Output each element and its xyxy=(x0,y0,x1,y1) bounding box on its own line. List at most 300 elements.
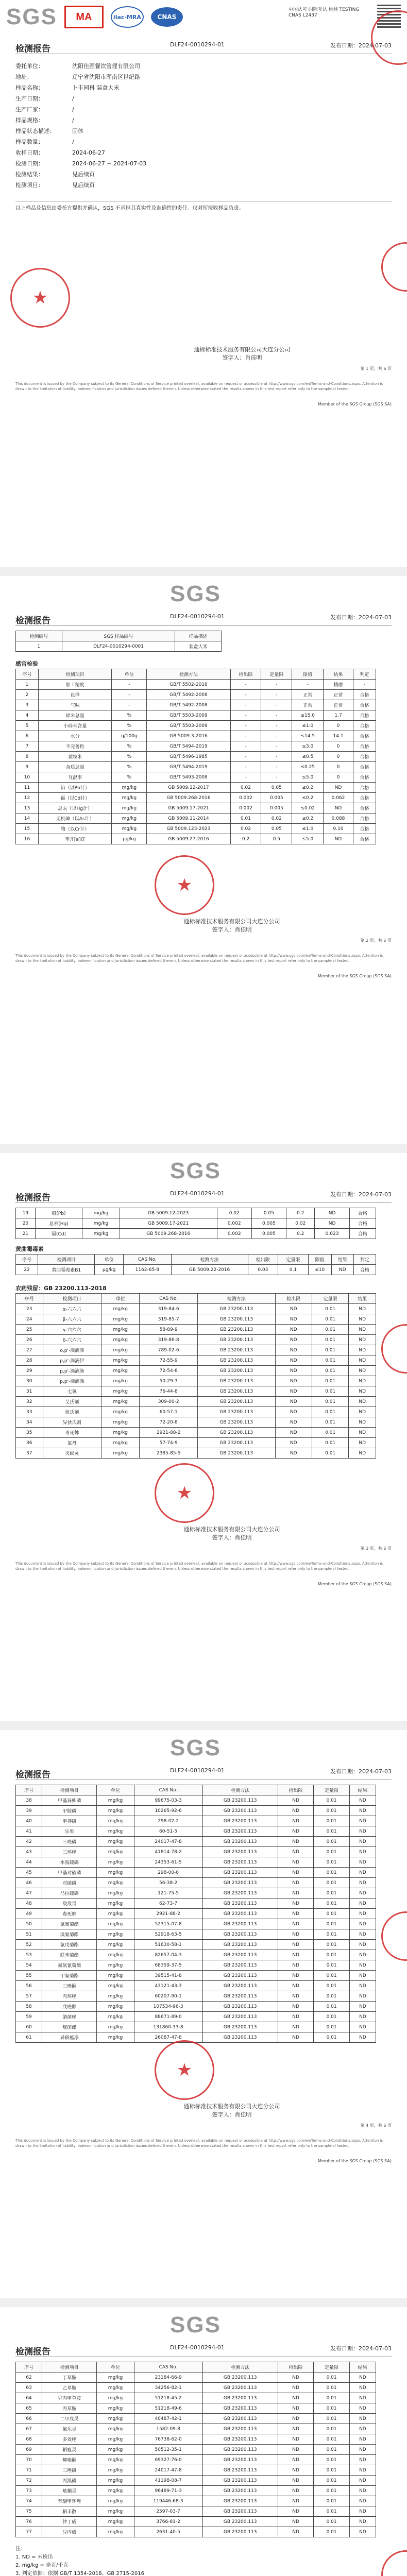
table-cell: 0 xyxy=(324,752,353,762)
table-cell: 1 xyxy=(16,641,62,652)
table-cell: 58 xyxy=(16,2002,42,2012)
report-number: DLF24-0010294-01 xyxy=(170,613,225,620)
table-cell: ND xyxy=(349,1909,376,1919)
member-text: Member of the SGS Group (SGS SA) xyxy=(317,2159,392,2163)
table-cell: GB 23200.113 xyxy=(202,1837,278,1847)
table-cell: 多效唑 xyxy=(42,2434,97,2445)
table-cell: ND xyxy=(275,1397,312,1407)
column-header: 检测项目 xyxy=(42,2362,97,2372)
table-row xyxy=(16,1868,376,1878)
table-cell: o,p'-滴滴涕 xyxy=(43,1345,101,1355)
table-cell: ≤0.02 xyxy=(292,803,324,814)
table-cell: mg/kg xyxy=(101,1304,139,1314)
report-date: 发布日期：2024-07-03 xyxy=(330,42,392,49)
table-cell: ND xyxy=(349,1325,376,1335)
table-cell: ND xyxy=(278,2527,313,2537)
table-cell: ND xyxy=(349,1417,376,1428)
table-cell: mg/kg xyxy=(97,1991,134,2002)
table-cell: 71 xyxy=(16,2465,42,2476)
info-key: 检测项目： xyxy=(15,182,44,189)
table-cell: 0.01 xyxy=(312,1386,348,1397)
table-cell: 丁草胺 xyxy=(42,2372,97,2383)
table-cell: 1 xyxy=(16,680,39,690)
table-cell: ND xyxy=(349,2012,376,2022)
table-cell: ND xyxy=(275,1428,312,1438)
table-cell: - xyxy=(230,741,261,752)
table-cell: % xyxy=(112,772,147,783)
table-cell: ND xyxy=(278,1878,313,1888)
table-cell: mg/kg xyxy=(97,1888,134,1899)
table-cell: - xyxy=(261,680,292,690)
table-cell: 0.02 xyxy=(230,783,261,793)
table-cell: GB 23200.113 xyxy=(202,1991,278,2002)
table-cell: ND xyxy=(349,1826,376,1837)
column-header: 判定 xyxy=(353,1255,376,1265)
table-row xyxy=(16,700,376,710)
note-line: 1. ND = 未检出 xyxy=(15,2554,53,2560)
notes xyxy=(15,2545,392,2576)
table-cell: α-六六六 xyxy=(43,1304,101,1314)
table-cell: mg/kg xyxy=(97,1837,134,1847)
table-cell: GB 5009.17-2021 xyxy=(120,1218,217,1229)
table-cell: ND xyxy=(278,2445,313,2455)
table-cell: GB 5009.3-2016 xyxy=(147,731,230,741)
table-cell: 0.01 xyxy=(312,1438,348,1448)
page-number: 第 4 页，共 6 页 xyxy=(360,2123,392,2128)
column-header: 样品描述 xyxy=(175,631,222,641)
table-row xyxy=(16,1950,376,1960)
table-cell: 合格 xyxy=(353,1265,376,1275)
table-cell: mg/kg xyxy=(97,1806,134,1816)
table-cell: ND xyxy=(278,2424,313,2434)
table-cell: 合格 xyxy=(349,1208,376,1218)
table-cell: 0.01 xyxy=(312,1355,348,1366)
table-row xyxy=(16,2414,376,2424)
table-cell: ND xyxy=(278,1899,313,1909)
table-cell: 0.01 xyxy=(314,1909,349,1919)
table-cell: 2631-40-5 xyxy=(134,2527,202,2537)
table-cell: ≤1.0 xyxy=(292,721,324,731)
report-number: DLF24-0010294-01 xyxy=(170,2344,225,2351)
table-cell: 0.01 xyxy=(314,1868,349,1878)
table-cell: GB 23200.113 xyxy=(197,1448,275,1459)
column-header: 限值 xyxy=(292,669,324,680)
signer-company: 通标标准技术服务有限公司大连分公司 xyxy=(183,2103,280,2110)
column-header: 结果 xyxy=(349,2362,376,2372)
table-cell: 无机砷（以As计） xyxy=(39,814,112,824)
table-cell: 298-00-0 xyxy=(134,1868,202,1878)
table-cell: ND xyxy=(349,1878,376,1888)
table-cell: mg/kg xyxy=(101,1417,139,1428)
table-cell: 0.01 xyxy=(314,2032,349,2043)
table-cell: 0.01 xyxy=(314,1857,349,1868)
table-cell: 0.023 xyxy=(315,1229,349,1239)
report-page-2 xyxy=(0,577,407,1154)
table-cell: 34 xyxy=(16,1417,43,1428)
column-header: 检出限 xyxy=(230,669,261,680)
info-row xyxy=(15,169,146,180)
table-cell: 异丙甲草胺 xyxy=(42,2393,97,2403)
table-cell: 55 xyxy=(16,1971,42,1981)
table-cell: 0.01 xyxy=(312,1335,348,1345)
info-row xyxy=(15,180,146,191)
column-header: 检测项目 xyxy=(38,1255,95,1265)
table-cell: 0.01 xyxy=(314,1950,349,1960)
table-cell: 0.01 xyxy=(312,1417,348,1428)
column-header: 序号 xyxy=(16,1785,42,1795)
table-cell: GB 5009.123-2023 xyxy=(147,824,230,834)
table-cell: - xyxy=(230,700,261,710)
table-cell: 乙草胺 xyxy=(42,2383,97,2393)
table-row xyxy=(16,2455,376,2465)
table-cell: GB 23200.113 xyxy=(202,2455,278,2465)
column-header: 检测项目 xyxy=(42,1785,97,1795)
table-cell: GB 5009.12-2017 xyxy=(147,783,230,793)
table-cell: ≤5.0 xyxy=(292,772,324,783)
table-cell: 1582-09-8 xyxy=(134,2424,202,2434)
column-header: 结果 xyxy=(349,1294,376,1304)
table-row xyxy=(16,1909,376,1919)
table-cell: - xyxy=(112,700,147,710)
table-cell: 52918-63-5 xyxy=(134,1929,202,1940)
table-cell: 72-55-9 xyxy=(140,1355,198,1366)
table-cell: GB/T 5492-2008 xyxy=(147,690,230,700)
column-header: 检出限 xyxy=(278,2362,313,2372)
results-table xyxy=(15,669,376,844)
table-cell: ND xyxy=(324,783,353,793)
table-cell: 26 xyxy=(16,1335,43,1345)
table-cell: 75 xyxy=(16,2506,42,2517)
table-cell: ND xyxy=(349,2022,376,2032)
table-cell: 甲胺磷 xyxy=(42,1806,97,1816)
table-cell: 0.01 xyxy=(314,2506,349,2517)
table-cell: GB 23200.113 xyxy=(202,1940,278,1950)
info-key: 样品数量： xyxy=(15,139,44,145)
table-cell: GB/T 5494-2019 xyxy=(147,741,230,752)
pesticide-table xyxy=(15,2362,376,2537)
client-info xyxy=(15,61,146,191)
report-page-4 xyxy=(0,1731,407,2308)
table-cell: 0.01 xyxy=(314,1981,349,1991)
table-cell: 镉（以Cd计） xyxy=(39,793,112,803)
legal-footer: This document is issued by the Company subject to its General Conditions of Service printed overleaf, available on request or accessible at http://www.sgs.com/en/Terms-and-Conditions.aspx. Attention is drawn to the limitation of liability, indemnification and jurisdiction issues defined therein. Unless otherwise stated the results shown in this test report refer only to the sample(s) tested. xyxy=(15,2139,383,2148)
table-cell: 63 xyxy=(16,2383,42,2393)
table-cell: 789-02-6 xyxy=(140,1345,198,1355)
table-cell: % xyxy=(112,721,147,731)
table-cell: 联苯菊酯 xyxy=(42,1950,97,1960)
table-cell: 对硫磷 xyxy=(42,1878,97,1888)
table-cell: 23 xyxy=(16,1304,43,1314)
table-cell: GB 23200.113 xyxy=(202,1899,278,1909)
table-cell: 0.01 xyxy=(314,2527,349,2537)
table-cell: 61 xyxy=(16,2032,42,2043)
table-cell: ND xyxy=(349,1971,376,1981)
table-row xyxy=(16,1806,376,1816)
table-cell: 45 xyxy=(16,1868,42,1878)
table-row xyxy=(16,2022,376,2032)
table-cell: ND xyxy=(349,2496,376,2506)
heavy-metal-table xyxy=(15,1208,376,1239)
table-cell: GB 23200.113 xyxy=(197,1428,275,1438)
table-row xyxy=(16,783,376,793)
table-cell: ND xyxy=(349,2414,376,2424)
table-cell: mg/kg xyxy=(112,803,147,814)
table-cell: ND xyxy=(349,1919,376,1929)
member-text: Member of the SGS Group (SGS SA) xyxy=(317,402,392,406)
report-title: 检测报告 xyxy=(15,44,50,54)
table-cell: 氯丹 xyxy=(43,1438,101,1448)
table-cell: mg/kg xyxy=(97,1795,134,1806)
table-row xyxy=(16,803,376,814)
table-cell: 0.01 xyxy=(230,814,261,824)
info-row xyxy=(15,147,146,158)
table-cell: mg/kg xyxy=(101,1386,139,1397)
table-cell: mg/kg xyxy=(101,1345,139,1355)
table-cell: ND xyxy=(349,1438,376,1448)
table-cell: ≤14.5 xyxy=(292,731,324,741)
table-cell: ND xyxy=(349,1868,376,1878)
table-cell: 稻丰散 xyxy=(42,2506,97,2517)
report-page-1 xyxy=(0,0,407,577)
table-cell: GB 23200.113 xyxy=(202,2465,278,2476)
table-row xyxy=(16,1991,376,2002)
table-cell: 灭蚁灵 xyxy=(43,1448,101,1459)
table-cell: GB/T 5492-2008 xyxy=(147,700,230,710)
table-cell: 65 xyxy=(16,2403,42,2414)
table-cell: GB/T 5503-2009 xyxy=(147,710,230,721)
table-cell: ND xyxy=(278,2434,313,2445)
table-cell: 合格 xyxy=(353,814,376,824)
table-cell: GB/T 5503-2009 xyxy=(147,721,230,731)
table-cell: 21 xyxy=(16,1229,36,1239)
table-cell: ≤1.0 xyxy=(292,824,324,834)
page-number: 第 2 页，共 6 页 xyxy=(360,938,392,943)
table-cell: 5 xyxy=(16,721,39,731)
info-value: / xyxy=(72,95,74,102)
table-cell: 0.01 xyxy=(314,2486,349,2496)
table-cell: 三环唑 xyxy=(42,1847,97,1857)
table-cell: 甲基对硫磷 xyxy=(42,1868,97,1878)
table-cell: % xyxy=(112,741,147,752)
table-cell: 41 xyxy=(16,1826,42,1837)
table-cell: 哒螨灵 xyxy=(42,2486,97,2496)
signer-company: 通标标准技术服务有限公司大连分公司 xyxy=(183,918,280,925)
table-cell: 24017-47-8 xyxy=(134,2465,202,2476)
table-cell: ND xyxy=(349,1355,376,1366)
table-cell: ND xyxy=(278,2002,313,2012)
table-cell: mg/kg xyxy=(97,2372,134,2383)
table-cell: 25 xyxy=(16,1325,43,1335)
table-cell: mg/kg xyxy=(101,1438,139,1448)
table-cell: ND xyxy=(278,2383,313,2393)
table-cell: 艾氏剂 xyxy=(43,1397,101,1407)
table-cell: 2921-88-2 xyxy=(140,1428,198,1438)
table-cell: 59 xyxy=(16,2012,42,2022)
legal-footer: This document is issued by the Company subject to its General Conditions of Service printed overleaf, available on request or accessible at http://www.sgs.com/en/Terms-and-Conditions.aspx. Attention is drawn to the limitation of liability, indemnification and jurisdiction issues defined therein. Unless otherwise stated the results shown in this test report refer only to the sample(s) tested. xyxy=(15,1562,383,1571)
table-cell: 51218-49-6 xyxy=(134,2403,202,2414)
table-row xyxy=(16,1428,376,1438)
table-cell: ND xyxy=(349,1816,376,1826)
table-cell: 甲氰菊酯 xyxy=(42,1971,97,1981)
page-number: 第 3 页，共 6 页 xyxy=(360,1546,392,1551)
section-title: 黄曲霉毒素 xyxy=(15,1246,44,1252)
table-cell: mg/kg xyxy=(97,2012,134,2022)
table-cell: GB 23200.113 xyxy=(202,1806,278,1816)
table-cell: ND xyxy=(349,1940,376,1950)
table-cell: ND xyxy=(278,1991,313,2002)
table-cell: 敌敌畏 xyxy=(42,1899,97,1909)
table-row xyxy=(16,2465,376,2476)
table-cell: 51218-45-2 xyxy=(134,2393,202,2403)
table-cell: 0.05 xyxy=(251,1208,286,1218)
table-cell: GB 23200.113 xyxy=(197,1438,275,1448)
table-cell: mg/kg xyxy=(101,1448,139,1459)
table-row xyxy=(16,2506,376,2517)
table-row xyxy=(16,1417,376,1428)
info-row xyxy=(15,137,146,147)
table-cell: ND xyxy=(278,2517,313,2527)
signature-block xyxy=(165,345,319,362)
table-cell: % xyxy=(112,752,147,762)
table-row xyxy=(16,1229,376,1239)
table-cell: GB/T 5493-2008 xyxy=(147,772,230,783)
table-cell: 合格 xyxy=(353,752,376,762)
table-cell: 毒死蜱 xyxy=(43,1428,101,1438)
table-cell: % xyxy=(112,762,147,772)
table-cell: 1162-65-8 xyxy=(124,1265,171,1275)
report-date: 发布日期：2024-07-03 xyxy=(330,614,392,621)
column-header: 单位 xyxy=(97,2362,134,2372)
table-cell: ND xyxy=(349,2465,376,2476)
table-cell: 合格 xyxy=(349,1218,376,1229)
table-cell: 32 xyxy=(16,1397,43,1407)
table-cell: 53 xyxy=(16,1950,42,1960)
table-cell: 二甲戊灵 xyxy=(42,2414,97,2424)
table-row xyxy=(16,1981,376,1991)
table-cell: 0 xyxy=(324,762,353,772)
table-cell: 0.088 xyxy=(324,814,353,824)
table-cell: mg/kg xyxy=(97,1929,134,1940)
table-cell: mg/kg xyxy=(97,2465,134,2476)
table-cell: ND xyxy=(278,1888,313,1899)
table-row xyxy=(16,2012,376,2022)
table-cell: 0.02 xyxy=(230,824,261,834)
table-cell: ND xyxy=(349,1448,376,1459)
table-row xyxy=(16,1837,376,1847)
table-cell: mg/kg xyxy=(97,1816,134,1826)
table-row xyxy=(16,2032,376,2043)
table-cell: mg/kg xyxy=(82,1218,120,1229)
table-cell: - xyxy=(230,680,261,690)
table-cell: DLF24-0010294-0001 xyxy=(62,641,175,652)
table-cell: 27 xyxy=(16,1345,43,1355)
table-cell: ND xyxy=(349,2476,376,2486)
table-cell: - xyxy=(230,710,261,721)
table-cell: GB 23200.113 xyxy=(197,1407,275,1417)
table-cell: mg/kg xyxy=(97,1981,134,1991)
table-cell: 0.01 xyxy=(312,1397,348,1407)
table-cell: 合格 xyxy=(353,731,376,741)
table-cell: 0.05 xyxy=(261,824,292,834)
table-cell: ND xyxy=(349,1960,376,1971)
table-cell: 10265-92-6 xyxy=(134,1806,202,1816)
column-header: 定量限 xyxy=(278,1255,309,1265)
table-cell: ND xyxy=(349,1837,376,1847)
table-cell: μg/kg xyxy=(95,1265,124,1275)
table-cell: mg/kg xyxy=(97,1950,134,1960)
table-cell: 77 xyxy=(16,2527,42,2537)
table-cell: 72-20-8 xyxy=(140,1417,198,1428)
table-cell: GB 23200.113 xyxy=(202,2022,278,2032)
table-cell: 0.002 xyxy=(230,803,261,814)
table-cell: 107534-96-3 xyxy=(134,2002,202,2012)
table-row xyxy=(16,2527,376,2537)
table-cell: 24 xyxy=(16,1314,43,1325)
table-cell: GB 5009.11-2014 xyxy=(147,814,230,824)
table-cell: 水分 xyxy=(39,731,112,741)
table-cell: 0.01 xyxy=(314,1971,349,1981)
info-key: 样品状态描述： xyxy=(15,128,55,134)
table-cell: mg/kg xyxy=(97,2476,134,2486)
table-cell: 51 xyxy=(16,1929,42,1940)
table-cell: GB 23200.113 xyxy=(202,2002,278,2012)
table-cell: 精磨 xyxy=(324,680,353,690)
table-cell: 0.002 xyxy=(217,1218,251,1229)
table-cell: 0.01 xyxy=(312,1345,348,1355)
table-cell: 0.01 xyxy=(314,1816,349,1826)
table-cell: GB 23200.113 xyxy=(202,1826,278,1837)
table-cell: 298-02-2 xyxy=(134,1816,202,1826)
column-header: 检测编号 xyxy=(16,631,62,641)
table-cell: 70 xyxy=(16,2455,42,2465)
table-cell: GB 5009.27-2016 xyxy=(147,834,230,844)
ilac-logo: ilac-MRA xyxy=(111,6,144,28)
table-cell: GB 23200.113 xyxy=(202,2517,278,2527)
table-cell: ND xyxy=(349,1981,376,1991)
info-value: 固体 xyxy=(72,128,83,134)
signature-block xyxy=(155,1525,309,1541)
table-cell: 2 xyxy=(16,690,39,700)
table-cell: GB 23200.113 xyxy=(202,1857,278,1868)
table-cell: mg/kg xyxy=(97,2486,134,2496)
table-cell: 0.01 xyxy=(314,1888,349,1899)
column-header: 判定 xyxy=(353,669,376,680)
table-row xyxy=(16,814,376,824)
table-cell: ND xyxy=(275,1325,312,1335)
signer-name: 签字人：肖佳明 xyxy=(212,1534,252,1541)
table-cell: 0.01 xyxy=(314,2383,349,2393)
table-cell: ND xyxy=(275,1386,312,1397)
table-cell: 乐果 xyxy=(42,1826,97,1837)
report-page-5 xyxy=(0,2308,407,2576)
column-header: 序号 xyxy=(16,2362,42,2372)
info-key: 样品规格： xyxy=(15,117,44,124)
table-cell: 43121-43-3 xyxy=(134,1981,202,1991)
table-cell: 杂质总量 xyxy=(39,762,112,772)
column-header: CAS No. xyxy=(124,1255,171,1265)
table-cell: ND xyxy=(349,1314,376,1325)
table-cell: mg/kg xyxy=(97,2424,134,2434)
table-cell: 铅（以Pb计） xyxy=(39,783,112,793)
table-cell: GB 23200.113 xyxy=(202,2372,278,2383)
report-number: DLF24-0010294-01 xyxy=(170,1190,225,1197)
column-header: 单位 xyxy=(101,1294,139,1304)
table-cell: GB 23200.113 xyxy=(202,2414,278,2424)
table-row xyxy=(16,1826,376,1837)
table-cell: 309-00-2 xyxy=(140,1397,198,1407)
table-row xyxy=(16,710,376,721)
table-row xyxy=(16,1857,376,1868)
